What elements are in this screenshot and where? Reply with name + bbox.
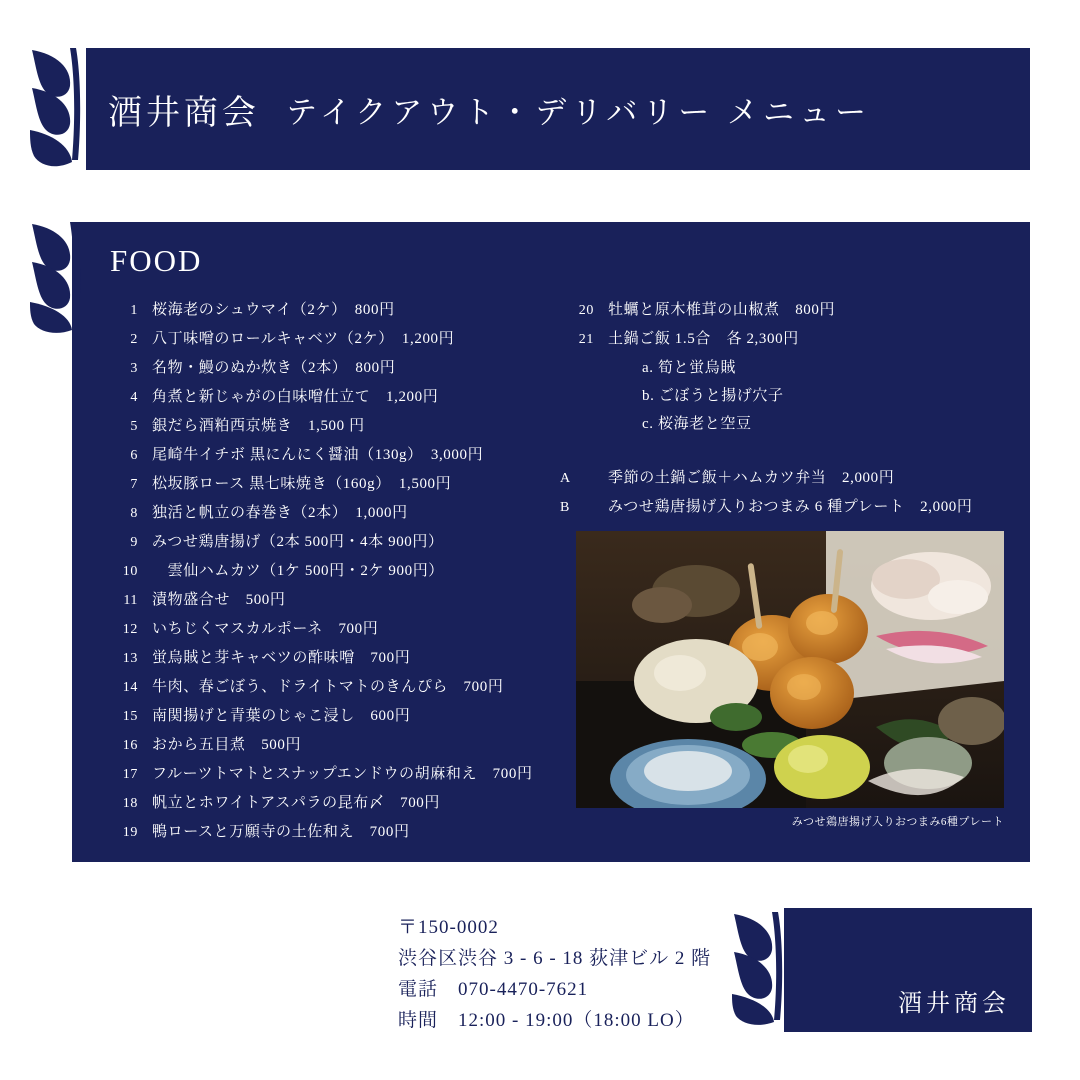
- item-text: 南関揚げと青葉のじゃこ浸し 600円: [152, 708, 411, 724]
- item-text: 鴨ロースと万願寺の土佐和え 700円: [152, 824, 410, 840]
- photo-caption: みつせ鶏唐揚げ入りおつまみ6種プレート: [791, 816, 1004, 828]
- item-number: 15: [122, 709, 138, 724]
- list-item: [104, 325, 574, 354]
- item-text: みつせ鶏唐揚げ入りおつまみ 6 種プレート 2,000円: [608, 499, 973, 515]
- list-item-set-a: [560, 464, 980, 493]
- item-text: 名物・鰻のぬか炊き（2本） 800円: [152, 360, 396, 376]
- food-list-left: [104, 296, 574, 847]
- item-text: 蛍烏賊と芽キャベツの酢味噌 700円: [152, 650, 411, 666]
- item-text: 桜海老のシュウマイ（2ケ） 800円: [152, 302, 395, 318]
- item-number: 9: [130, 535, 138, 550]
- list-item: [104, 760, 574, 789]
- item-number: 1: [130, 303, 138, 318]
- footer-address: 渋谷区渋谷 3 - 6 - 18 荻津ビル 2 階: [398, 948, 712, 969]
- list-item: [104, 818, 574, 847]
- leaf-ornament-icon: [26, 42, 86, 182]
- list-item: [104, 702, 574, 731]
- dish-photo: [576, 531, 1004, 808]
- list-item: [104, 383, 574, 412]
- item-text: 季節の土鍋ご飯＋ハムカツ弁当 2,000円: [608, 470, 895, 486]
- header-subtitle: テイクアウト・デリバリー メニュー: [286, 94, 872, 130]
- item-number: 13: [122, 651, 138, 666]
- list-item: [104, 644, 574, 673]
- list-item: [104, 412, 574, 441]
- list-item: [104, 789, 574, 818]
- item-number: 18: [122, 796, 138, 811]
- item-number: 3: [130, 361, 138, 376]
- item-number: 5: [130, 419, 138, 434]
- item-text: 牡蠣と原木椎茸の山椒煮 800円: [608, 302, 836, 318]
- item-number: 4: [130, 390, 138, 405]
- item-letter: A: [560, 471, 571, 486]
- item-text: 独活と帆立の春巻き（2本） 1,000円: [152, 505, 408, 521]
- item-number: 11: [123, 593, 138, 608]
- item-text: みつせ鶏唐揚げ（2本 500円・4本 900円）: [152, 534, 444, 550]
- item-number: 12: [122, 622, 138, 637]
- item-number: 16: [122, 738, 138, 753]
- footer-hours: 時間 12:00 - 19:00（18:00 LO）: [398, 1010, 695, 1031]
- list-item: [104, 673, 574, 702]
- list-subitem: c. 桜海老と空豆: [642, 416, 752, 432]
- footer-shop-name: 酒井商会: [898, 991, 1010, 1017]
- list-item-set-b: [560, 493, 980, 522]
- list-item: [560, 296, 980, 325]
- item-text: 銀だら酒粕西京焼き 1,500 円: [152, 418, 365, 434]
- footer-postal: 〒150-0002: [398, 917, 499, 938]
- list-item: [104, 441, 574, 470]
- leaf-ornament-icon-body: [26, 218, 86, 338]
- list-item: [104, 528, 574, 557]
- list-item: [104, 731, 574, 760]
- item-number: 20: [578, 303, 594, 318]
- item-text: 土鍋ご飯 1.5合 各 2,300円: [608, 331, 799, 347]
- section-heading-food: FOOD: [110, 243, 203, 278]
- list-item: [104, 470, 574, 499]
- list-subitem: b. ごぼうと揚げ穴子: [642, 388, 784, 404]
- item-letter: B: [560, 500, 570, 515]
- list-item: [104, 586, 574, 615]
- page-title: [108, 48, 1008, 170]
- item-number: 7: [130, 477, 138, 492]
- item-number: 8: [130, 506, 138, 521]
- food-list-right: [560, 296, 980, 522]
- spacer: [560, 438, 980, 464]
- list-item: [104, 499, 574, 528]
- item-text: 角煮と新じゃがの白味噌仕立て 1,200円: [152, 389, 439, 405]
- item-number: 6: [130, 448, 138, 463]
- leaf-ornament-icon-footer: [728, 908, 788, 1032]
- item-text: 松坂豚ロース 黒七味焼き（160g） 1,500円: [152, 476, 452, 492]
- header-shop-name: 酒井商会: [108, 94, 260, 132]
- list-item: [104, 296, 574, 325]
- item-number: 17: [122, 767, 138, 782]
- item-number: 19: [122, 825, 138, 840]
- item-number: 21: [578, 332, 594, 347]
- list-item: [104, 557, 574, 586]
- item-text: 尾崎牛イチボ 黒にんにく醤油（130g） 3,000円: [152, 447, 484, 463]
- footer-contact: [398, 912, 711, 1036]
- item-text: いちじくマスカルポーネ 700円: [152, 621, 379, 637]
- item-text: 漬物盛合せ 500円: [152, 592, 286, 608]
- item-text: 帆立とホワイトアスパラの昆布〆 700円: [152, 795, 441, 811]
- item-text: フルーツトマトとスナップエンドウの胡麻和え 700円: [152, 766, 533, 782]
- item-number: 2: [130, 332, 138, 347]
- list-subitem: a. 筍と蛍烏賊: [642, 360, 736, 376]
- item-number: 10: [122, 564, 138, 579]
- item-text: 雲仙ハムカツ（1ケ 500円・2ケ 900円）: [152, 563, 444, 579]
- item-text: おから五目煮 500円: [152, 737, 302, 753]
- footer-phone: 電話 070-4470-7621: [398, 979, 589, 1000]
- list-item: [104, 354, 574, 383]
- list-item: [560, 325, 980, 354]
- item-number: 14: [122, 680, 138, 695]
- item-text: 牛肉、春ごぼう、ドライトマトのきんぴら 700円: [152, 679, 504, 695]
- item-text: 八丁味噌のロールキャベツ（2ケ） 1,200円: [152, 331, 455, 347]
- list-item: [104, 615, 574, 644]
